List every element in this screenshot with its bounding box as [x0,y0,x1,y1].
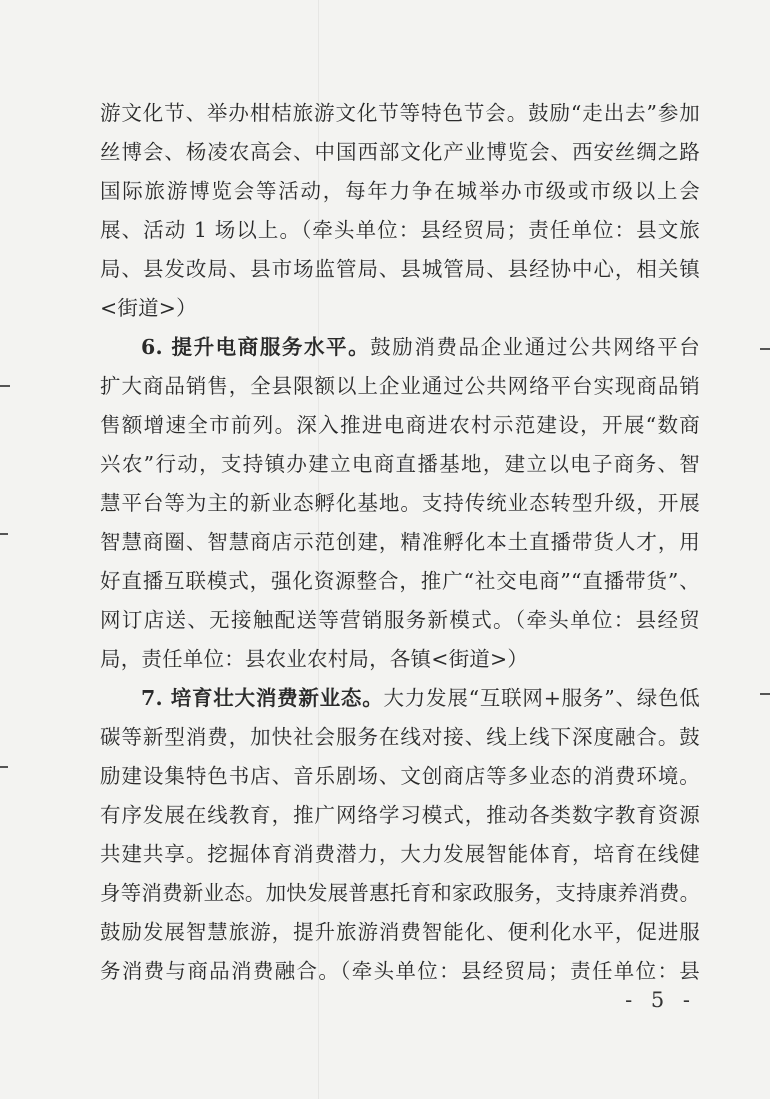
text-line: 售额增速全市前列。深入推进电商进农村示范建设，开展“数商 [100,413,700,437]
text-line: 碳等新型消费，加快社会服务在线对接、线上线下深度融合。鼓 [100,725,700,749]
text-line: 兴农”行动，支持镇办建立电商直播基地，建立以电子商务、智 [100,452,700,476]
scan-mark [760,348,770,350]
text-line: 励建设集特色书店、音乐剧场、文创商店等多业态的消费环境。 [100,764,700,788]
section-7-first-line [100,679,700,718]
scan-mark [0,766,8,768]
text-line: 鼓励发展智慧旅游，提升旅游消费智能化、便利化水平，促进服 [100,920,700,944]
text-line: 游文化节、举办柑桔旅游文化节等特色节会。鼓励“走出去”参加 [100,101,700,125]
text-line: 扩大商品销售，全县限额以上企业通过公共网络平台实现商品销 [100,374,700,398]
text-line: 智慧商圈、智慧商店示范创建，精准孵化本土直播带货人才，用 [100,530,700,554]
text-line: 务消费与商品消费融合。（牵头单位：县经贸局；责任单位：县 [100,959,700,983]
page-number: - 5 - [625,988,696,1012]
text-line: 有序发展在线教育，推广网络学习模式，推动各类数字教育资源 [100,803,700,827]
scan-mark [0,385,10,387]
body-text [100,94,700,991]
text-line: 好直播互联模式，强化资源整合，推广“社交电商”“直播带货”、 [100,569,700,593]
text-line: 局，责任单位：县农业农村局，各镇<街道>） [100,647,529,671]
text-line: 国际旅游博览会等活动，每年力争在城举办市级或市级以上会 [100,179,700,203]
text-line: 展、活动 1 场以上。（牵头单位：县经贸局；责任单位：县文旅 [100,218,700,242]
scan-mark [0,533,8,535]
section-6-first-line [100,328,700,367]
section-7-text: 大力发展“互联网+服务”、绿色低 [383,686,700,710]
text-line: 网订店送、无接触配送等营销服务新模式。（牵头单位：县经贸 [100,608,700,632]
text-line: 丝博会、杨凌农高会、中国西部文化产业博览会、西安丝绸之路 [100,140,700,164]
section-6-text: 鼓励消费品企业通过公共网络平台 [370,335,700,359]
text-line: 局、县发改局、县市场监管局、县城管局、县经协中心，相关镇 [100,257,700,281]
section-7-heading: 7. 培育壮大消费新业态。 [141,686,384,710]
text-line: 慧平台等为主的新业态孵化基地。支持传统业态转型升级，开展 [100,491,700,515]
text-line: 身等消费新业态。加快发展普惠托育和家政服务，支持康养消费。 [100,881,700,905]
text-line: <街道>） [100,296,197,320]
section-6-heading: 6. 提升电商服务水平。 [141,335,371,359]
text-line: 共建共享。挖掘体育消费潜力，大力发展智能体育，培育在线健 [100,842,700,866]
scan-mark [760,693,770,695]
